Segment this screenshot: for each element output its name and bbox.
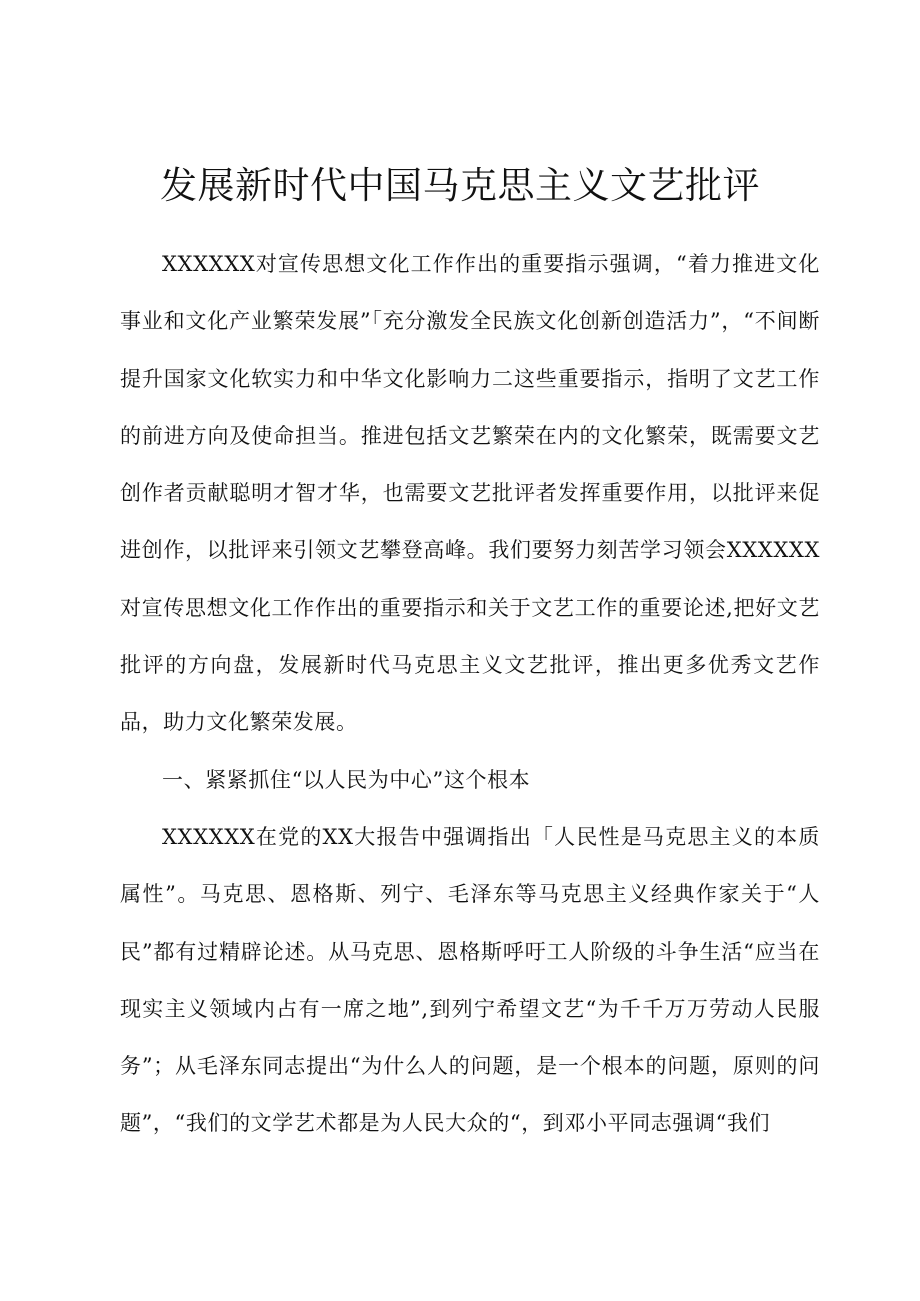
document-body	[120, 236, 820, 1153]
document-title: 发展新时代中国马克思主义文艺批评	[160, 164, 760, 207]
intro-paragraph: XXXXXX对宣传思想文化工作作出的重要指示强调，“着力推进文化事业和文化产业繁荣发展”「充分激发全民族文化创新创造活力”，“不间断提升国家文化软实力和中华文化影响力二这些重要指示，指明了文艺工作的前进方向及使命担当。推进包括文艺繁荣在内的文化繁荣，既需要文艺创作者贡献聪明才智才华，也需要文艺批评者发挥重要作用，以批评来促进创作，以批评来引领文艺攀登高峰。我们要努力刻苦学习领会XXXXXX对宣传思想文化工作作出的重要指示和关于文艺工作的重要论述,把好文艺批评的方向盘，发展新时代马克思主义文艺批评，推出更多优秀文艺作品，助力文化繁荣发展。	[120, 252, 820, 735]
section-paragraph: XXXXXX在党的XX大报告中强调指出「人民性是马克思主义的本质属性”。马克思、恩格斯、列宁、毛泽东等马克思主义经典作家关于“人民”都有过精辟论述。从马克思、恩格斯呼吁工人阶级的斗争生活“应当在现实主义领域内占有一席之地”,到列宁希望文艺“为千千万万劳动人民服务”；从毛泽东同志提出“为什么人的问题，是一个根本的问题，原则的问题”，“我们的文学艺术都是为人民大众的“，到邓小平同志强调“我们	[120, 824, 820, 1136]
section-heading: 一、紧紧抓住“以人民为中心”这个根本	[162, 767, 531, 792]
